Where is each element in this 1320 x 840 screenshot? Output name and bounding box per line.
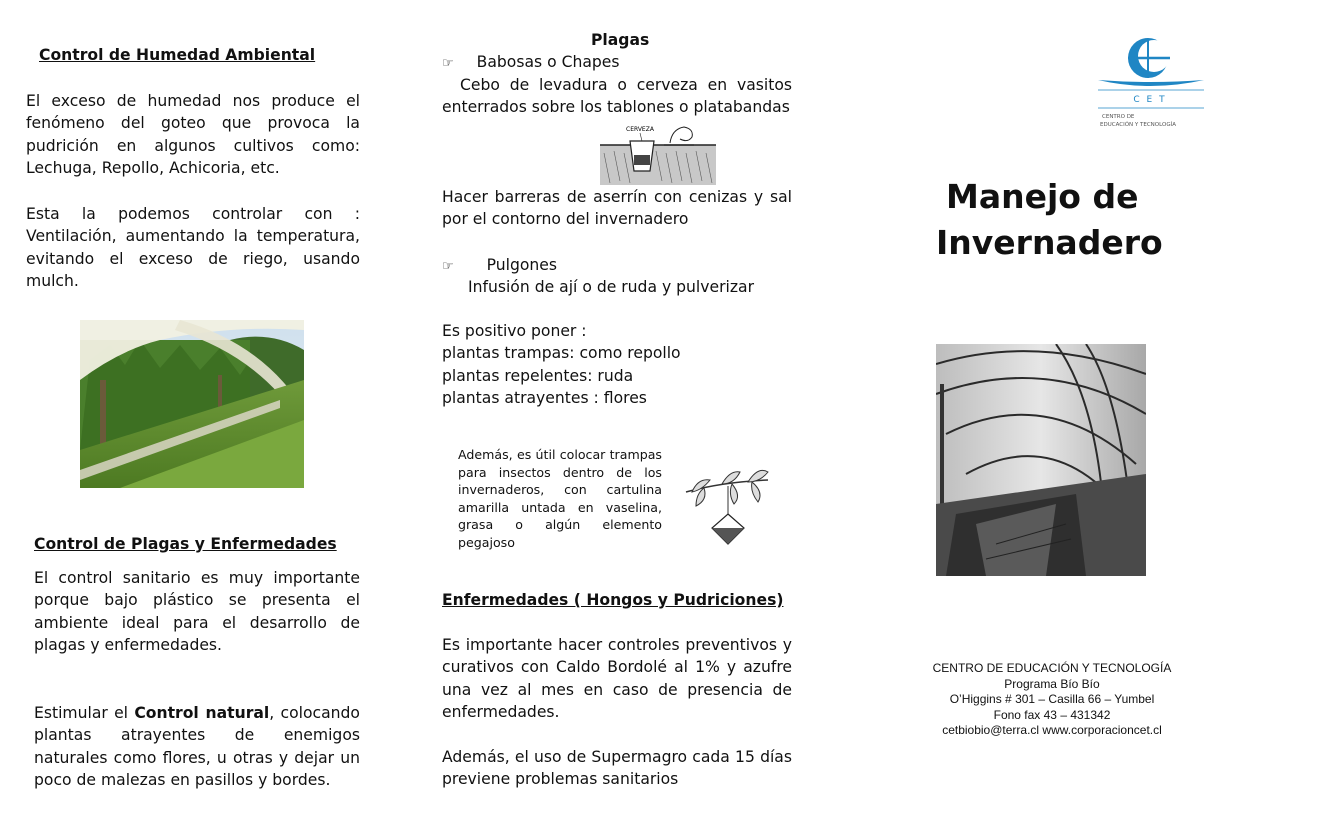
plagas-paragraph-2: Estimular el Control natural, colocando plantas atrayentes de enemigos naturales como flores, u otras y dejar un poco de malezas en pasillos y bordes. bbox=[34, 704, 360, 790]
barreras-text: Hacer barreras de aserrín con cenizas y sal por el contorno del invernadero bbox=[442, 188, 792, 229]
org-name: CENTRO DE EDUCACIÓN Y TECNOLOGÍA bbox=[932, 661, 1172, 675]
beer-trap-illustration bbox=[600, 123, 716, 185]
humedad-paragraph-1: El exceso de humedad nos produce el fenómeno del goteo que provoca la pudrición en algunos cultivos como: Lechuga, Repollo, Achicoria, etc. bbox=[26, 92, 360, 178]
trampas-text: Además, es útil colocar trampas para insectos dentro de los invernaderos, con cartulina amarilla untada en vaselina, grasa o algún elemento pegajoso bbox=[458, 447, 662, 550]
greenhouse-photo-bw bbox=[936, 344, 1146, 576]
title-line-2: Invernadero bbox=[936, 223, 1163, 262]
contact-block bbox=[880, 661, 1224, 739]
svg-text:C E T: C E T bbox=[1133, 95, 1167, 105]
list-item: plantas atrayentes : flores bbox=[442, 389, 647, 408]
enfermedades-paragraph-1: Es importante hacer controles preventivos y curativos con Caldo Bordolé al 1% y azufre una vez al mes en caso de presencia de enfermedades. bbox=[442, 636, 792, 722]
address: O’Higgins # 301 – Casilla 66 – Yumbel bbox=[949, 692, 1155, 707]
svg-text:CERVEZA: CERVEZA bbox=[626, 126, 654, 133]
svg-text:CENTRO DE: CENTRO DE bbox=[1102, 114, 1135, 120]
email-web: cetbiobio@terra.cl www.corporacioncet.cl bbox=[942, 723, 1162, 738]
plagas-enfermedades-title: Control de Plagas y Enfermedades bbox=[34, 535, 337, 553]
cet-logo bbox=[1092, 32, 1208, 132]
greenhouse-photo-color bbox=[80, 320, 304, 488]
page-title bbox=[936, 174, 1163, 266]
svg-text:EDUCACIÓN Y TECNOLOGÍA: EDUCACIÓN Y TECNOLOGÍA bbox=[1100, 122, 1176, 128]
phone: Fono fax 43 – 431342 bbox=[993, 707, 1111, 722]
pulgones-item: ☞ Pulgones bbox=[442, 256, 558, 274]
title-line-1: Manejo de bbox=[946, 177, 1139, 216]
enfermedades-title: Enfermedades ( Hongos y Pudriciones) bbox=[442, 591, 784, 609]
pointing-hand-icon: ☞ bbox=[442, 56, 454, 71]
humedad-paragraph-2: Esta la podemos controlar con : Ventilación, aumentando la temperatura, evitando el exceso de riego, usando mulch. bbox=[26, 205, 360, 291]
pointing-hand-icon: ☞ bbox=[442, 259, 454, 274]
babosas-text: Cebo de levadura o cerveza en vasitos enterrados sobre los tablones o platabandas bbox=[442, 76, 792, 117]
list-item: plantas repelentes: ruda bbox=[442, 366, 634, 385]
list-item: Es positivo poner : bbox=[442, 322, 587, 340]
pulgones-text: Infusión de ají o de ruda y pulverizar bbox=[468, 278, 754, 296]
plagas-heading: Plagas bbox=[591, 31, 650, 49]
plagas-paragraph-1: El control sanitario es muy importante porque bajo plástico se presenta el ambiente ideal para el desarrollo de plagas y enfermedades. bbox=[34, 569, 360, 655]
list-item: plantas trampas: como repollo bbox=[442, 344, 681, 363]
babosas-item: ☞ Babosas o Chapes bbox=[442, 53, 620, 71]
insect-trap-illustration bbox=[682, 462, 772, 550]
program-name: Programa Bío Bío bbox=[1004, 676, 1100, 691]
humedad-title: Control de Humedad Ambiental bbox=[39, 46, 316, 64]
enfermedades-paragraph-2: Además, el uso de Supermagro cada 15 días previene problemas sanitarios bbox=[442, 748, 792, 789]
positivo-list bbox=[442, 320, 681, 410]
